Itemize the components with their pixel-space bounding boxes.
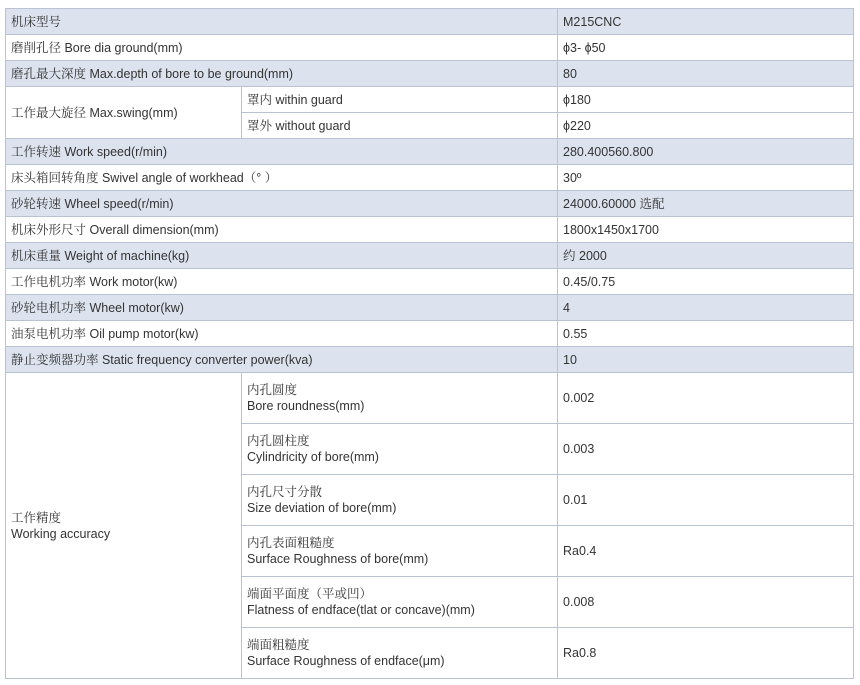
spec-value: 0.45/0.75 xyxy=(558,269,854,295)
spec-row-oil-pump-motor xyxy=(6,321,854,347)
spec-label: 机床重量 Weight of machine(kg) xyxy=(6,243,558,269)
accuracy-value: 0.01 xyxy=(558,475,854,526)
spec-label: 磨削孔径 Bore dia ground(mm) xyxy=(6,35,558,61)
spec-value: M215CNC xyxy=(558,9,854,35)
spec-row-converter-power xyxy=(6,347,854,373)
spec-label: 油泵电机功率 Oil pump motor(kw) xyxy=(6,321,558,347)
spec-label: 砂轮电机功率 Wheel motor(kw) xyxy=(6,295,558,321)
spec-label: 床头箱回转角度 Swivel angle of workhead（° ） xyxy=(6,165,558,191)
spec-label: 工作电机功率 Work motor(kw) xyxy=(6,269,558,295)
accuracy-item-en: Size deviation of bore(mm) xyxy=(247,501,397,515)
accuracy-item-en: Flatness of endface(tlat or concave)(mm) xyxy=(247,603,475,617)
accuracy-item-en: Surface Roughness of endface(μm) xyxy=(247,654,445,668)
spec-value: 4 xyxy=(558,295,854,321)
accuracy-label-cn: 工作精度 xyxy=(11,510,62,525)
accuracy-item xyxy=(242,373,558,424)
accuracy-item-en: Bore roundness(mm) xyxy=(247,399,365,413)
spec-row-wheel-speed xyxy=(6,191,854,217)
spec-value: 24000.60000 选配 xyxy=(558,191,854,217)
spec-label: 工作转速 Work speed(r/min) xyxy=(6,139,558,165)
accuracy-item xyxy=(242,628,558,679)
accuracy-item-cn: 端面粗糙度 xyxy=(247,638,310,652)
accuracy-value: Ra0.4 xyxy=(558,526,854,577)
spec-value: 30º xyxy=(558,165,854,191)
spec-row-weight xyxy=(6,243,854,269)
spec-row-wheel-motor xyxy=(6,295,854,321)
spec-row-work-motor xyxy=(6,269,854,295)
accuracy-label-en: Working accuracy xyxy=(11,526,111,541)
spec-label: 磨孔最大深度 Max.depth of bore to be ground(mm) xyxy=(6,61,558,87)
accuracy-item-en: Cylindricity of bore(mm) xyxy=(247,450,379,464)
accuracy-item-cn: 内孔尺寸分散 xyxy=(247,485,323,499)
spec-value: 0.55 xyxy=(558,321,854,347)
machine-spec-table xyxy=(5,8,854,679)
accuracy-item xyxy=(242,424,558,475)
spec-label: 机床型号 xyxy=(6,9,558,35)
spec-label-swing: 工作最大旋径 Max.swing(mm) xyxy=(6,87,242,139)
accuracy-row xyxy=(6,373,854,424)
spec-row-work-speed xyxy=(6,139,854,165)
spec-label: 机床外形尺寸 Overall dimension(mm) xyxy=(6,217,558,243)
accuracy-item-cn: 内孔圆度 xyxy=(247,383,298,397)
spec-value: ϕ180 xyxy=(558,87,854,113)
spec-value: ϕ220 xyxy=(558,113,854,139)
accuracy-item-cn: 内孔表面粗糙度 xyxy=(247,536,335,550)
accuracy-value: Ra0.8 xyxy=(558,628,854,679)
spec-sublabel: 罩内 within guard xyxy=(242,87,558,113)
spec-value: 80 xyxy=(558,61,854,87)
spec-value: 1800x1450x1700 xyxy=(558,217,854,243)
accuracy-value: 0.002 xyxy=(558,373,854,424)
accuracy-value: 0.008 xyxy=(558,577,854,628)
accuracy-value: 0.003 xyxy=(558,424,854,475)
spec-row-swivel-angle xyxy=(6,165,854,191)
spec-value: ϕ3- ϕ50 xyxy=(558,35,854,61)
spec-row-swing-within xyxy=(6,87,854,113)
spec-row-max-depth xyxy=(6,61,854,87)
spec-value: 280.400560.800 xyxy=(558,139,854,165)
spec-label: 静止变频器功率 Static frequency converter power(kva) xyxy=(6,347,558,373)
accuracy-item-cn: 内孔圆柱度 xyxy=(247,434,310,448)
accuracy-item xyxy=(242,526,558,577)
spec-row-bore-dia xyxy=(6,35,854,61)
spec-row-overall-dimension xyxy=(6,217,854,243)
spec-value: 10 xyxy=(558,347,854,373)
spec-row-model xyxy=(6,9,854,35)
accuracy-item xyxy=(242,475,558,526)
accuracy-item-cn: 端面平面度（平或凹） xyxy=(247,587,373,601)
accuracy-label xyxy=(6,373,242,679)
accuracy-item-en: Surface Roughness of bore(mm) xyxy=(247,552,429,566)
spec-value: 约 2000 xyxy=(558,243,854,269)
accuracy-item xyxy=(242,577,558,628)
spec-label: 砂轮转速 Wheel speed(r/min) xyxy=(6,191,558,217)
spec-sublabel: 罩外 without guard xyxy=(242,113,558,139)
